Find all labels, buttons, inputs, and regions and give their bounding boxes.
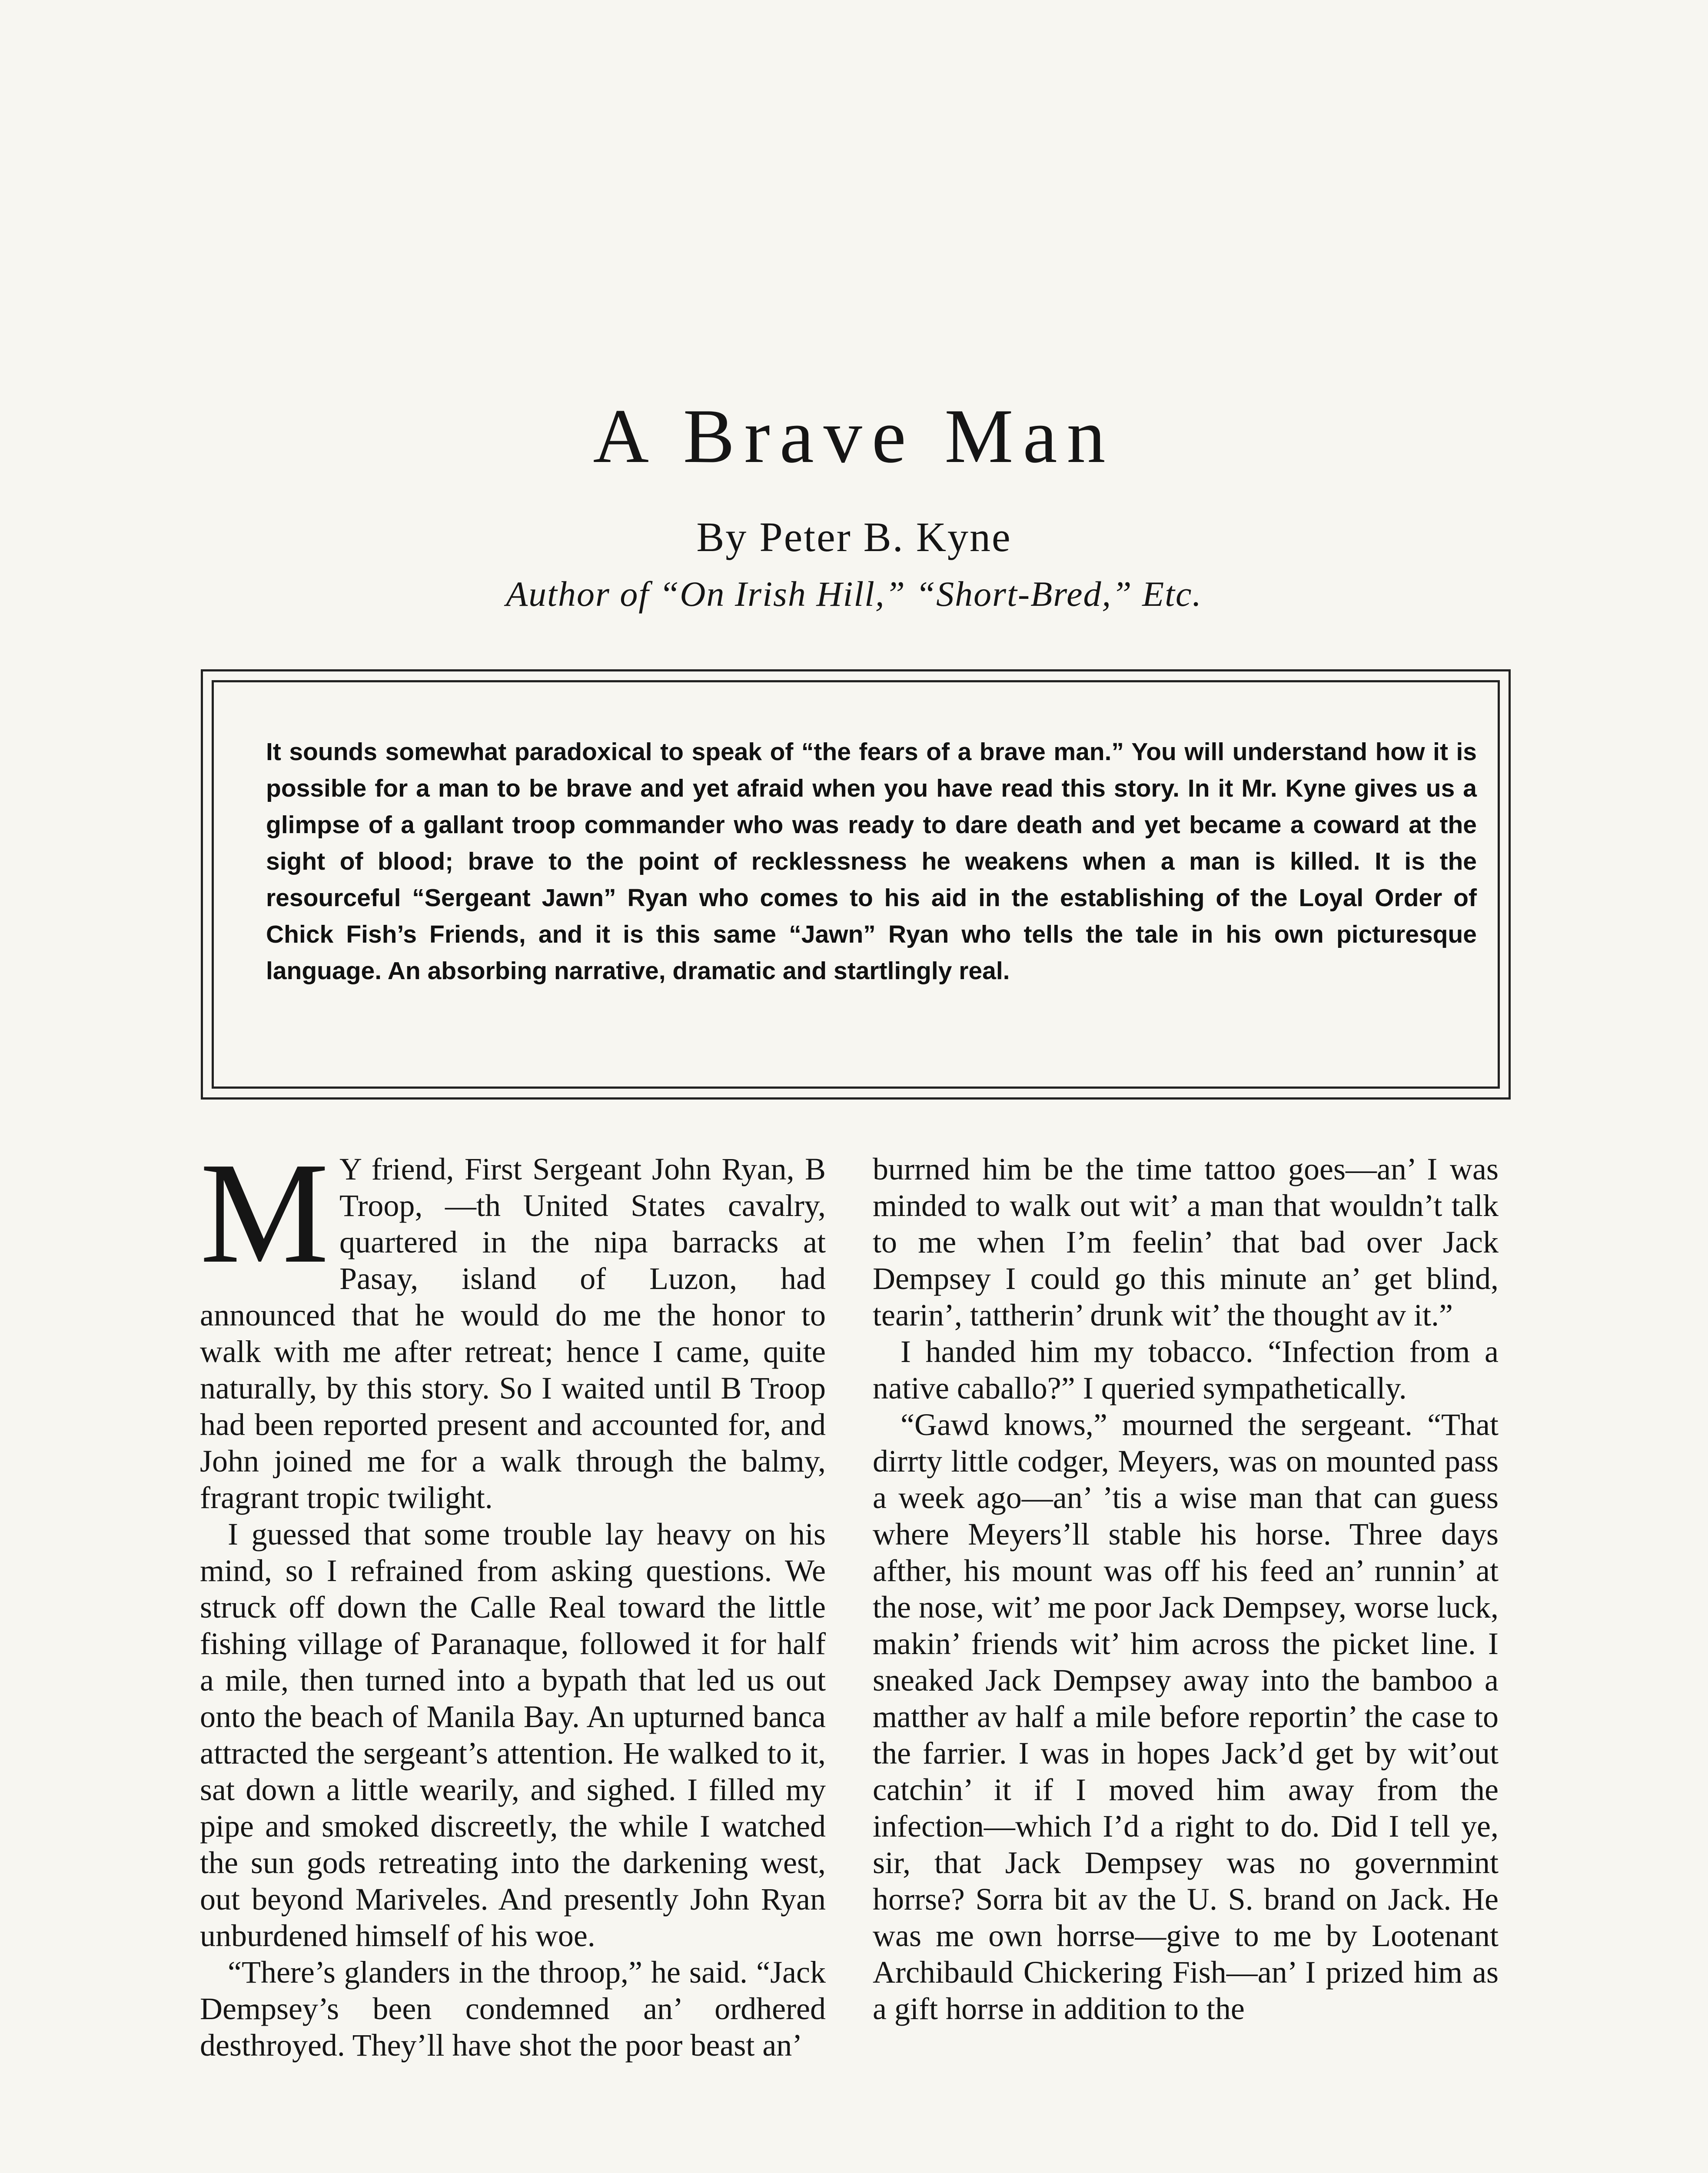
drop-cap: M [200,1133,329,1293]
paragraph: I guessed that some trouble lay heavy on his mind, so I refrained from asking questions. We struck off down the Calle Real toward the little fishing village of Paranaque, followed it for half a mile, then turned into a bypath that led us out onto the beach of Manila Bay. An upturned banca attracted the sergeant’s attention. He walked to it, sat down a little wearily, and sighed. I filled my pipe and smoked discreetly, the while I watched the sun gods retreating into the darkening west, out beyond Mariveles. And presently John Ryan unburdened himself of his woe. [200,1517,826,1953]
intro-box [201,669,1511,1100]
article-title: A Brave Man [593,393,1115,479]
paragraph: burrned him be the time tattoo goes—an’ I was minded to walk out wit’ a man that wouldn’t talk to me when I’m feelin’ that bad over Jack Dempsey I could go this minute an’ get blind, tearin’, tattherin’ drunk wit’ the thought av it.” [873,1152,1499,1332]
intro-box-inner [212,680,1500,1089]
paragraph: Y friend, First Sergeant John Ryan, B Troop, —th United States cavalry, quartered in the nipa barracks at Pasay, island of Luzon, had announced that he would do me the honor to walk with me after retreat; hence I came, quite naturally, by this story. So I waited until B Troop had been reported present and accounted for, and John joined me for a walk through the balmy, fragrant tropic twilight. [200,1152,826,1515]
intro-text: It sounds somewhat paradoxical to speak of “the fears of a brave man.” You will understand how it is possible for a man to be brave and yet afraid when you have read this story. In it Mr. Kyne gives us a glimpse of a gallant troop commander who was ready to dare death and yet became a coward at the sight of blood; brave to the point of recklessness he weakens when a man is killed. It is the resourceful “Sergeant Jawn” Ryan who comes to his aid in the establishing of the Loyal Order of Chick Fish’s Friends, and it is this same “Jawn” Ryan who tells the tale in his own picturesque language. An absorbing narrative, dramatic and startlingly real. [266,738,1477,985]
byline: By Peter B. Kyne [696,514,1012,560]
author-credits: Author of “On Irish Hill,” “Short-Bred,” Etc. [506,574,1202,614]
paragraph: I handed him my tobacco. “Infection from a native caballo?” I queried sympathetically. [873,1334,1499,1405]
right-column [873,1151,1499,2027]
paragraph: “There’s glanders in the throop,” he said. “Jack Dempsey’s been condemned an’ ordhered desthroyed. They’ll have shot the poor beast an’ [200,1955,826,2063]
left-column [200,1133,826,2063]
paragraph: “Gawd knows,” mourned the sergeant. “That dirrty little codger, Meyers, was on mounted pass a week ago—an’ ’tis a wise man that can guess where Meyers’ll stable his horse. Three days afther, his mount was off his feed an’ runnin’ at the nose, wit’ me poor Jack Dempsey, worse luck, makin’ friends wit’ him across the picket line. I sneaked Jack Dempsey away into the bamboo a matther av half a mile before reportin’ the case to the farrier. I was in hopes Jack’d get by wit’out catchin’ it if I moved him away from the infection—which I’d a right to do. Did I tell ye, sir, that Jack Dempsey was no governmint horrse? Sorra bit av the U. S. brand on Jack. He was me own horrse—give to me by Lootenant Archibauld Chickering Fish—an’ I prized him as a gift horrse in addition to the [873,1407,1499,2026]
